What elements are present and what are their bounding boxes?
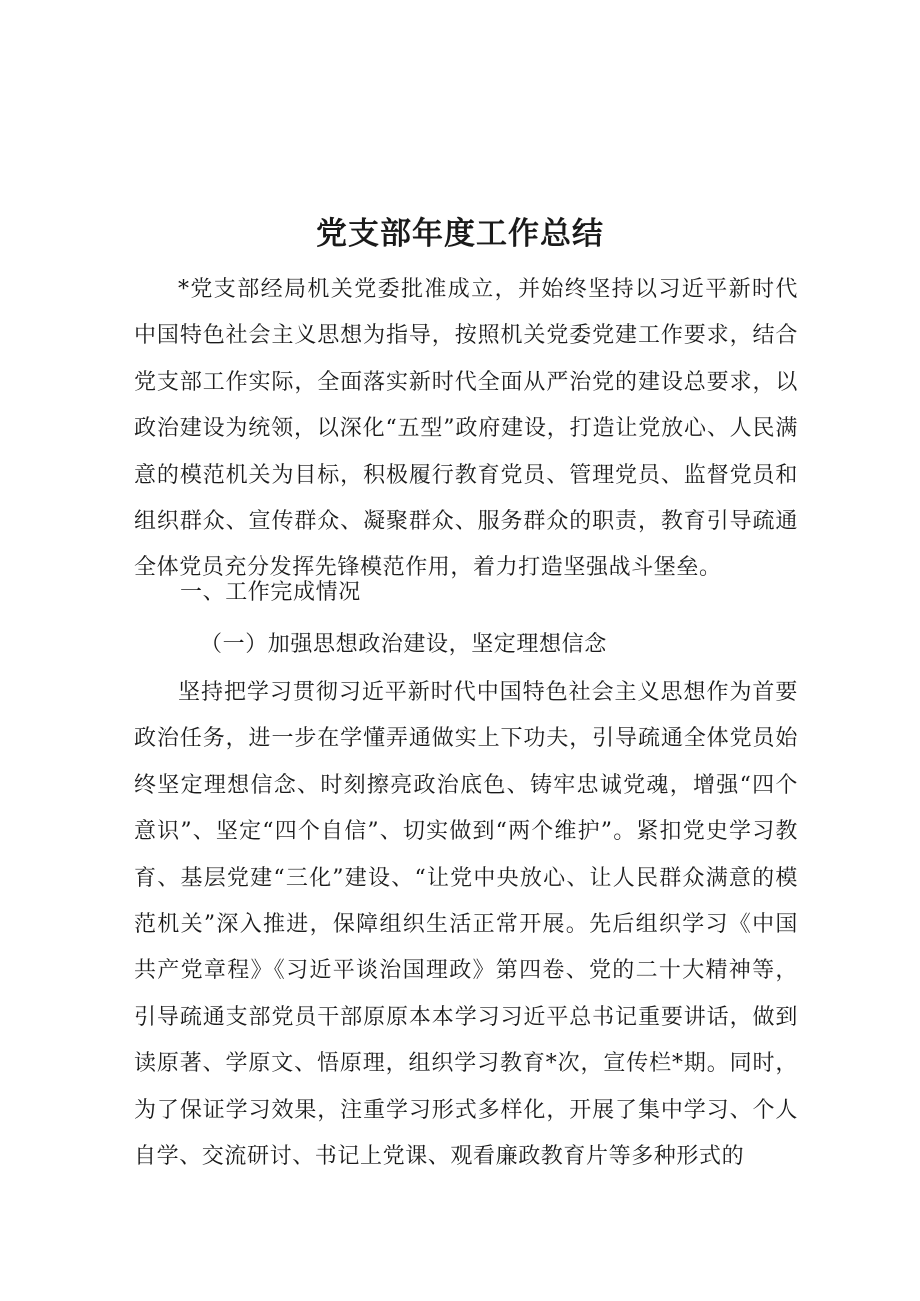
body-paragraph: 坚持把学习贯彻习近平新时代中国特色社会主义思想作为首要政治任务，进一步在学懂弄通做实上下功夫，引导疏通全体党员始终坚定理想信念、时刻擦亮政治底色、铸牢忠诚党魂，增强“四个意识”、坚定“四个自信”、切实做到“两个维护”。紧扣党史学习教育、基层党建“三化”建设、“让党中央放心、让人民群众满意的模范机关”深入推进，保障组织生活正常开展。先后组织学习《中国共产党章程》《习近平谈治国理政》第四卷、党的二十大精神等，引导疏通支部党员干部原原本本学习习近平总书记重要讲话，做到读原著、学原文、悟原理，组织学习教育*次，宣传栏*期。同时，为了保证学习效果，注重学习形式多样化，开展了集中学习、个人自学、交流研讨、书记上党课、观看廉政教育片等多种形式的: [134, 680, 798, 1170]
section-heading: 一、工作完成情况: [180, 580, 361, 605]
intro-paragraph: *党支部经局机关党委批准成立，并始终坚持以习近平新时代中国特色社会主义思想为指导，按照机关党委党建工作要求，结合党支部工作实际，全面落实新时代全面从严治党的建设总要求，以政治建设为统领，以深化“五型”政府建设，打造让党放心、人民满意的模范机关为目标，积极履行教育党员、管理党员、监督党员和组织群众、宣传群众、凝聚群众、服务群众的职责，教育引导疏通全体党员充分发挥先锋模范作用，着力打造坚强战斗堡垒。: [134, 277, 798, 581]
subsection-heading: （一）加强思想政治建设，坚定理想信念: [200, 632, 607, 657]
document-title: 党支部年度工作总结: [316, 216, 604, 252]
